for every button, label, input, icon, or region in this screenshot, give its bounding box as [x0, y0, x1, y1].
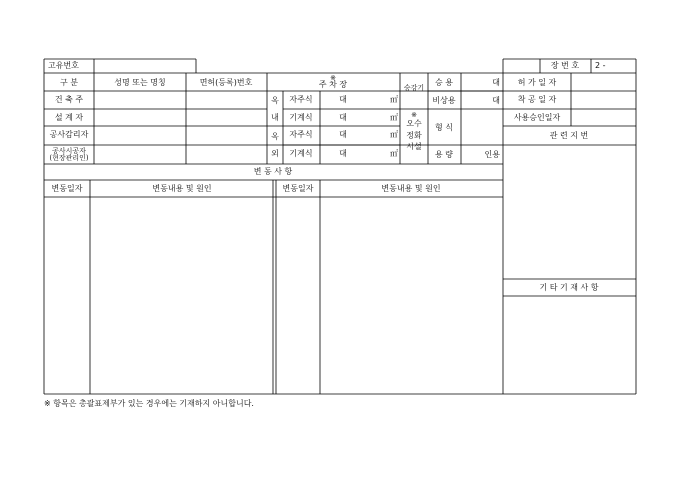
- parking-unit-dae: 대: [339, 95, 347, 104]
- passenger-elevator-label: 승 용: [435, 78, 453, 87]
- parking-indoor-2: 내: [271, 113, 279, 122]
- owner-license-field[interactable]: [187, 92, 266, 108]
- parking-unit-sqm: ㎡: [390, 113, 398, 122]
- other-notes-label: 기 타 기 재 사 항: [539, 283, 599, 292]
- change-date-area-right[interactable]: [277, 198, 319, 393]
- row-architect-owner: 건 축 주: [54, 95, 84, 104]
- parking-indoor-mech: 기계식: [289, 113, 313, 122]
- sewage-line3: 시설: [406, 142, 422, 151]
- use-approval-date-field[interactable]: [572, 110, 635, 125]
- builder-license-field[interactable]: [187, 146, 266, 163]
- owner-name-field[interactable]: [95, 92, 185, 108]
- change-date-header-left: 변동일자: [51, 184, 83, 193]
- parking-mark: ※: [330, 74, 336, 82]
- changes-title: 변 동 사 항: [253, 167, 293, 176]
- change-date-area-left[interactable]: [45, 198, 89, 393]
- parking-unit-sqm: ㎡: [390, 95, 398, 104]
- row-builder-line1: 공사시공자: [52, 147, 86, 155]
- builder-name-field[interactable]: [95, 146, 185, 163]
- passenger-elevator-unit: 대: [492, 78, 500, 87]
- sewage-line1: 오수: [406, 119, 422, 128]
- unique-number-label: 고유번호: [48, 61, 79, 70]
- parking-outdoor-2: 외: [271, 149, 279, 158]
- parking-indoor-1: 옥: [271, 96, 279, 105]
- license-header: 면허(등록)번호: [199, 78, 253, 87]
- parking-outdoor-self: 자주식: [289, 130, 313, 139]
- sewage-type-label: 형 식: [435, 123, 453, 132]
- emergency-elevator-unit: 대: [492, 96, 500, 105]
- other-notes-area[interactable]: [504, 297, 635, 393]
- parking-outdoor-1: 옥: [271, 132, 279, 141]
- permit-date-field[interactable]: [572, 74, 635, 90]
- category-header: 구 분: [60, 78, 78, 87]
- supervisor-license-field[interactable]: [187, 127, 266, 144]
- change-date-header-right: 변동일자: [282, 184, 314, 193]
- permit-date-label: 허 가 일 자: [517, 78, 557, 87]
- use-approval-date-label: 사용승인일자: [513, 113, 561, 122]
- row-supervisor: 공사감리자: [49, 130, 89, 139]
- parking-unit-dae: 대: [339, 149, 347, 158]
- parking-unit-dae: 대: [339, 130, 347, 139]
- ledger-number-label: 장 번 호: [550, 61, 580, 70]
- row-builder-line2: (현장관리인): [49, 154, 89, 162]
- related-lot-label: 관 련 지 번: [549, 131, 589, 140]
- start-date-field[interactable]: [572, 92, 635, 108]
- start-date-label: 착 공 일 자: [517, 95, 557, 104]
- emergency-elevator-label: 비상용: [432, 96, 456, 105]
- change-content-area-left[interactable]: [91, 198, 272, 393]
- designer-name-field[interactable]: [95, 110, 185, 125]
- change-content-area-right[interactable]: [321, 198, 502, 393]
- parking-unit-sqm: ㎡: [390, 149, 398, 158]
- parking-header: 주 차 장: [318, 80, 348, 89]
- parking-indoor-self: 자주식: [289, 95, 313, 104]
- parking-unit-sqm: ㎡: [390, 130, 398, 139]
- name-header: 성명 또는 명칭: [114, 78, 166, 87]
- sewage-capacity-label: 용 량: [435, 150, 453, 159]
- related-lot-area[interactable]: [504, 146, 635, 278]
- footnote: ※ 항목은 총괄표제부가 있는 경우에는 기재하지 아니합니다.: [44, 399, 254, 408]
- parking-unit-dae: 대: [339, 113, 347, 122]
- change-content-header-right: 변동내용 및 원인: [381, 184, 441, 193]
- parking-outdoor-mech: 기계식: [289, 149, 313, 158]
- sewage-capacity-unit: 인용: [484, 150, 500, 159]
- sewage-mark: ※: [411, 111, 417, 119]
- designer-license-field[interactable]: [187, 110, 266, 125]
- ledger-number-value[interactable]: 2 -: [595, 61, 606, 70]
- supervisor-name-field[interactable]: [95, 127, 185, 144]
- sewage-type-field[interactable]: [462, 110, 502, 144]
- change-content-header-left: 변동내용 및 원인: [152, 184, 212, 193]
- unique-number-field[interactable]: [95, 60, 195, 72]
- elevator-header: 승강기: [403, 84, 425, 92]
- row-designer: 설 계 자: [54, 113, 84, 122]
- sewage-line2: 정화: [406, 131, 422, 140]
